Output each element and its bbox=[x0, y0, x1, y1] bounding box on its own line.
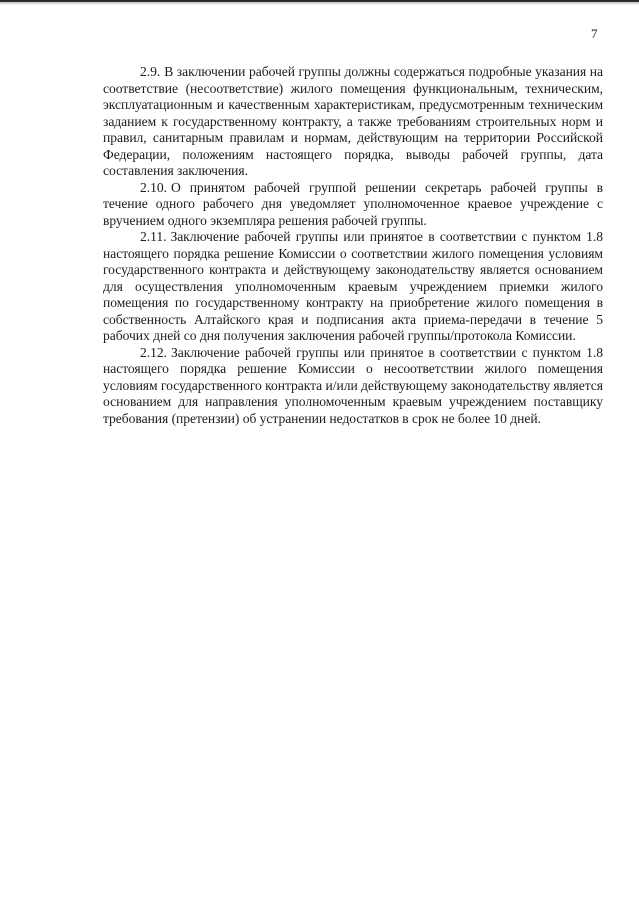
paragraph-text: Заключение рабочей группы или принятое в соответствии с пунктом 1.8 настоящего порядка решение Комиссии о соответствии жилого помещения условиям государственного контракта и действующему законодательству является основанием для осуществления уполномоченным краевым учреждением приемки жилого помещения по государственному контракту на приобретение жилого помещения в собственность Алтайского края и подписания акта приема-передачи в течение 5 рабочих дней со дня получения заключения рабочей группы/протокола Комиссии. bbox=[103, 229, 603, 343]
page-number: 7 bbox=[591, 26, 598, 41]
paragraph-number: 2.11. bbox=[140, 229, 167, 244]
paragraph-2-11 bbox=[103, 229, 603, 345]
paragraph-2-12 bbox=[103, 345, 603, 428]
paragraph-text: О принятом рабочей группой решении секретарь рабочей группы в течение одного рабочего дня уведомляет уполномоченное краевое учреждение с вручением одного экземпляра решения рабочей группы. bbox=[103, 179, 603, 228]
paragraph-number: 2.10. bbox=[140, 179, 167, 195]
paragraph-number: 2.12. bbox=[140, 344, 167, 360]
paragraph-2-10 bbox=[103, 180, 603, 230]
paragraph-text: Заключение рабочей группы или принятое в соответствии с пунктом 1.8 настоящего порядка решение Комиссии о несоответствии жилого помещения условиям государственного контракта и/или действующему законодательству является основанием для направления уполномоченным краевым учреждением поставщику требования (претензии) об устранении недостатков в срок не более 10 дней. bbox=[103, 344, 603, 426]
paragraph-text: В заключении рабочей группы должны содержаться подробные указания на соответствие (несоответствие) жилого помещения функциональным, техническим, эксплуатационным и качественным характеристикам, предусмотренным техническим заданием к государственному контракту, а также требованиям строительных норм и правил, санитарным правилам и нормам, действующим на территории Российской Федерации, положениям настоящего порядка, выводы рабочей группы, дата составления заключения. bbox=[103, 64, 603, 178]
paragraph-number: 2.9. bbox=[140, 64, 161, 79]
document-body bbox=[103, 64, 603, 427]
scan-top-edge bbox=[0, 0, 639, 5]
paragraph-2-9 bbox=[103, 64, 603, 180]
